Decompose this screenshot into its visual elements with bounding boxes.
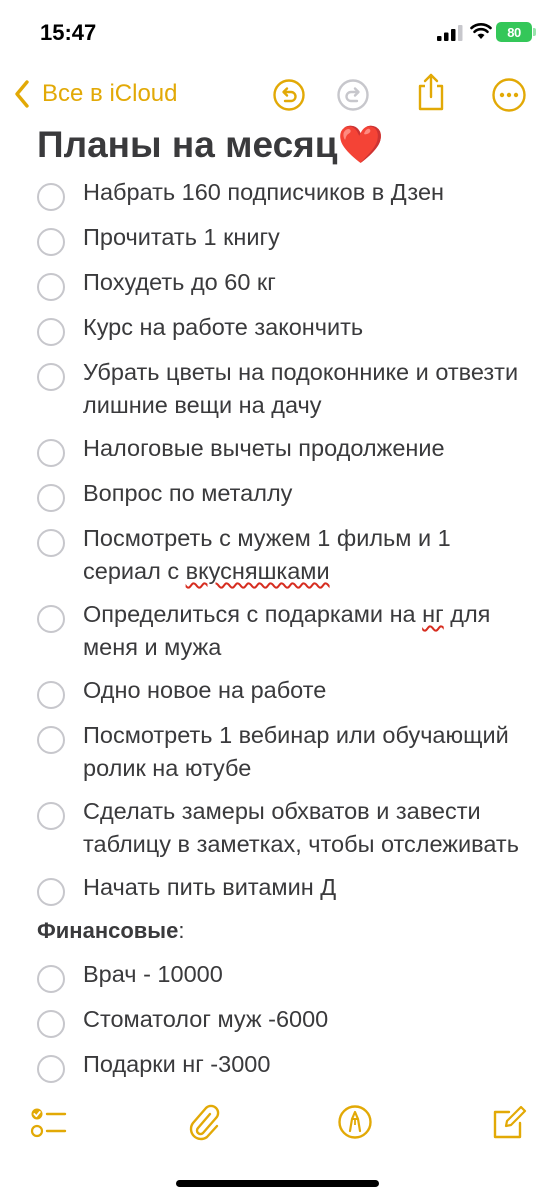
- list-item: [0, 795, 555, 861]
- list-item: [0, 176, 555, 211]
- share-icon[interactable]: [415, 72, 447, 112]
- undo-icon[interactable]: [272, 78, 306, 112]
- item-text[interactable]: Посмотреть 1 вебинар или обучающий ролик на ютубе: [83, 722, 509, 781]
- item-text[interactable]: Набрать 160 подписчиков в Дзен: [83, 179, 444, 205]
- list-item: [0, 1003, 555, 1038]
- spellcheck-word[interactable]: вкусняшками: [185, 558, 330, 584]
- checkbox[interactable]: [37, 802, 65, 830]
- chevron-left-icon: [14, 80, 30, 108]
- spellcheck-word[interactable]: нг: [422, 601, 444, 627]
- list-item: [0, 477, 555, 512]
- checkbox[interactable]: [37, 318, 65, 346]
- note-title[interactable]: Планы на месяц❤️: [37, 124, 384, 165]
- item-text[interactable]: Стоматолог муж -6000: [83, 1006, 329, 1032]
- section-heading-colon: :: [178, 918, 185, 943]
- home-indicator: [176, 1180, 379, 1187]
- markup-pen-icon[interactable]: [337, 1104, 373, 1140]
- item-text[interactable]: Курс на работе закончить: [83, 314, 364, 340]
- battery-icon: [496, 22, 532, 42]
- checklist-icon[interactable]: [30, 1104, 68, 1142]
- list-item: [0, 958, 555, 993]
- item-text[interactable]: Одно новое на работе: [83, 677, 327, 703]
- nav-bar: [0, 68, 555, 122]
- list-item: [0, 1048, 555, 1083]
- item-text[interactable]: [83, 522, 531, 588]
- item-text[interactable]: Прочитать 1 книгу: [83, 224, 280, 250]
- checkbox[interactable]: [37, 484, 65, 512]
- paperclip-icon[interactable]: [186, 1102, 222, 1142]
- list-item: [0, 674, 555, 709]
- list-item: [0, 871, 555, 906]
- item-text-part: для меня и мужа: [83, 601, 491, 660]
- list-item: [0, 598, 555, 664]
- back-button[interactable]: [14, 76, 177, 112]
- item-text-part: Определиться с подарками на: [83, 601, 423, 627]
- checkbox[interactable]: [37, 1010, 65, 1038]
- item-text[interactable]: Налоговые вычеты продолжение: [83, 435, 445, 461]
- item-text-part: Посмотреть с мужем 1 фильм и 1 сериал с: [83, 525, 451, 584]
- section-heading-text: Финансовые: [37, 918, 179, 943]
- bottom-toolbar: [0, 1100, 555, 1150]
- item-text[interactable]: Убрать цветы на подоконнике и отвезти лишние вещи на дачу: [83, 359, 519, 418]
- list-item: [0, 522, 555, 588]
- checkbox[interactable]: [37, 228, 65, 256]
- checkbox[interactable]: [37, 681, 65, 709]
- battery-tip: [533, 28, 536, 36]
- list-item: [0, 356, 555, 422]
- list-item: [0, 432, 555, 467]
- item-text[interactable]: Сделать замеры обхватов и завести таблицу в заметках, чтобы отслеживать: [83, 798, 519, 857]
- compose-icon[interactable]: [492, 1104, 528, 1140]
- checkbox[interactable]: [37, 439, 65, 467]
- list-item: [0, 311, 555, 346]
- checkbox[interactable]: [37, 529, 65, 557]
- item-text[interactable]: Врач - 10000: [83, 961, 223, 987]
- checkbox[interactable]: [37, 273, 65, 301]
- item-text[interactable]: [83, 598, 531, 664]
- list-item: [0, 221, 555, 256]
- item-text[interactable]: Начать пить витамин Д: [83, 874, 337, 900]
- more-icon[interactable]: [491, 77, 527, 113]
- checkbox[interactable]: [37, 878, 65, 906]
- checkbox[interactable]: [37, 726, 65, 754]
- section-heading[interactable]: [0, 916, 555, 946]
- checkbox[interactable]: [37, 363, 65, 391]
- status-bar: [0, 0, 555, 64]
- checklist: [0, 176, 555, 1093]
- list-item: [0, 719, 555, 785]
- item-text[interactable]: Похудеть до 60 кг: [83, 269, 276, 295]
- battery-level: 80: [507, 24, 521, 40]
- back-label: Все в iCloud: [42, 80, 178, 107]
- item-text[interactable]: Вопрос по металлу: [83, 480, 293, 506]
- redo-icon[interactable]: [336, 78, 370, 112]
- item-text[interactable]: Подарки нг -3000: [83, 1051, 271, 1077]
- checkbox[interactable]: [37, 605, 65, 633]
- status-time: 15:47: [40, 20, 97, 45]
- wifi-icon: [470, 22, 492, 40]
- checkbox[interactable]: [37, 1055, 65, 1083]
- checkbox[interactable]: [37, 965, 65, 993]
- checkbox[interactable]: [37, 183, 65, 211]
- cellular-signal-icon: [437, 25, 463, 41]
- list-item: [0, 266, 555, 301]
